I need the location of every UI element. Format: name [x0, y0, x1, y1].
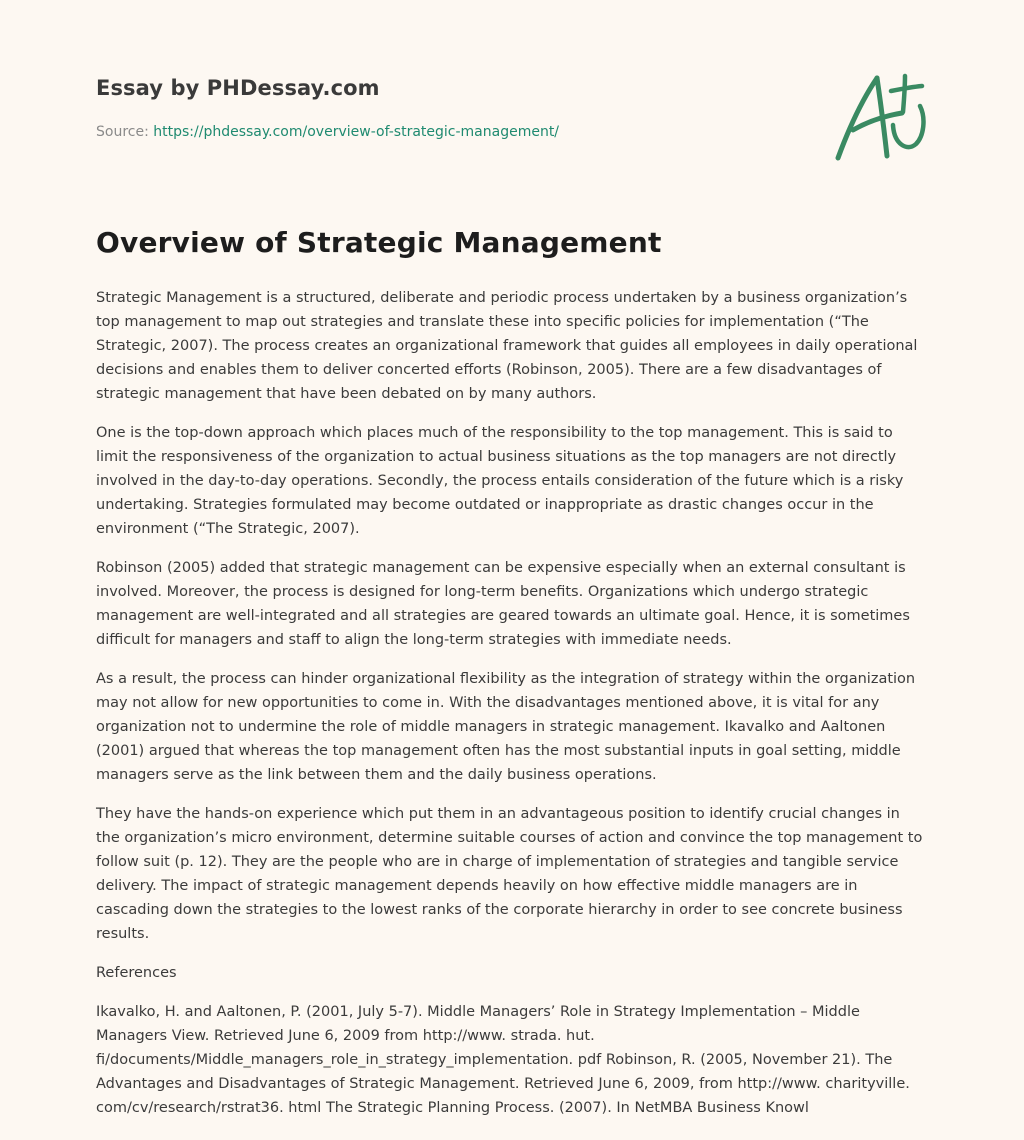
paragraph: As a result, the process can hinder organizational flexibility as the integration of strategy within the organization may not allow for new opportunities to come in. With the disadvantages mentioned above, it is vital for any organization not to undermine the role of middle managers in strategic management. Ikavalko and Aaltonen (2001) argued that whereas the top management often has the most substantial inputs in goal setting, middle managers serve as the link between them and the daily business operations. — [96, 671, 916, 783]
source-line — [96, 124, 559, 140]
essay-title: Overview of Strategic Management — [96, 226, 662, 259]
paragraph: Strategic Management is a structured, deliberate and periodic process undertaken by a business organization’s top management to map out strategies and translate these into specific policies for implementation (“The Strategic, 2007). The process creates an organizational framework that guides all employees in daily operational decisions and enables them to deliver concerted efforts (Robinson, 2005). There are a few disadvantages of strategic management that have been debated on by many authors. — [96, 290, 918, 402]
page-header — [96, 0, 928, 180]
paragraph: They have the hands-on experience which put them in an advantageous position to identify crucial changes in the organization’s micro environment, determine suitable courses of action and convince the top management to follow suit (p. 12). They are the people who are in charge of implementation of strategies and tangible service delivery. The impact of strategic management depends heavily on how effective middle managers are in cascading down the strategies to the lowest ranks of the corporate hierarchy in order to see concrete business results. — [96, 806, 923, 942]
site-brand: Essay by PHDessay.com — [96, 76, 380, 100]
references-heading: References — [96, 965, 177, 981]
source-label: Source: — [96, 124, 149, 140]
paragraph: Robinson (2005) added that strategic management can be expensive especially when an external consultant is involved. Moreover, the process is designed for long-term benefits. Organizations which undergo strategic management are well-integrated and all strategies are geared towards an ultimate goal. Hence, it is sometimes difficult for managers and staff to align the long-term strategies with immediate needs. — [96, 560, 910, 648]
references-text: Ikavalko, H. and Aaltonen, P. (2001, July 5-7). Middle Managers’ Role in Strategy Implementation – Middle Managers View. Retrieved June 6, 2009 from http://www. strada. hut. fi/documents/Middle_managers_role_in_strategy_implementation. pdf Robinson, R. (2005, November 21). The Advantages and Disadvantages of Strategic Management. Retrieved June 6, 2009, from http://www. charityville. com/cv/research/rstrat36. html The Strategic Planning Process. (2007). In NetMBA Business Knowl — [96, 1004, 910, 1116]
source-link[interactable]: https://phdessay.com/overview-of-strategic-management/ — [153, 124, 560, 140]
a-plus-logo-icon — [828, 66, 932, 166]
essay-body — [96, 286, 928, 1135]
paragraph: One is the top-down approach which places much of the responsibility to the top management. This is said to limit the responsiveness of the organization to actual business situations as the top managers are not directly involved in the day-to-day operations. Secondly, the process entails consideration of the future which is a risky undertaking. Strategies formulated may become outdated or inappropriate as drastic changes occur in the environment (“The Strategic, 2007). — [96, 425, 904, 537]
